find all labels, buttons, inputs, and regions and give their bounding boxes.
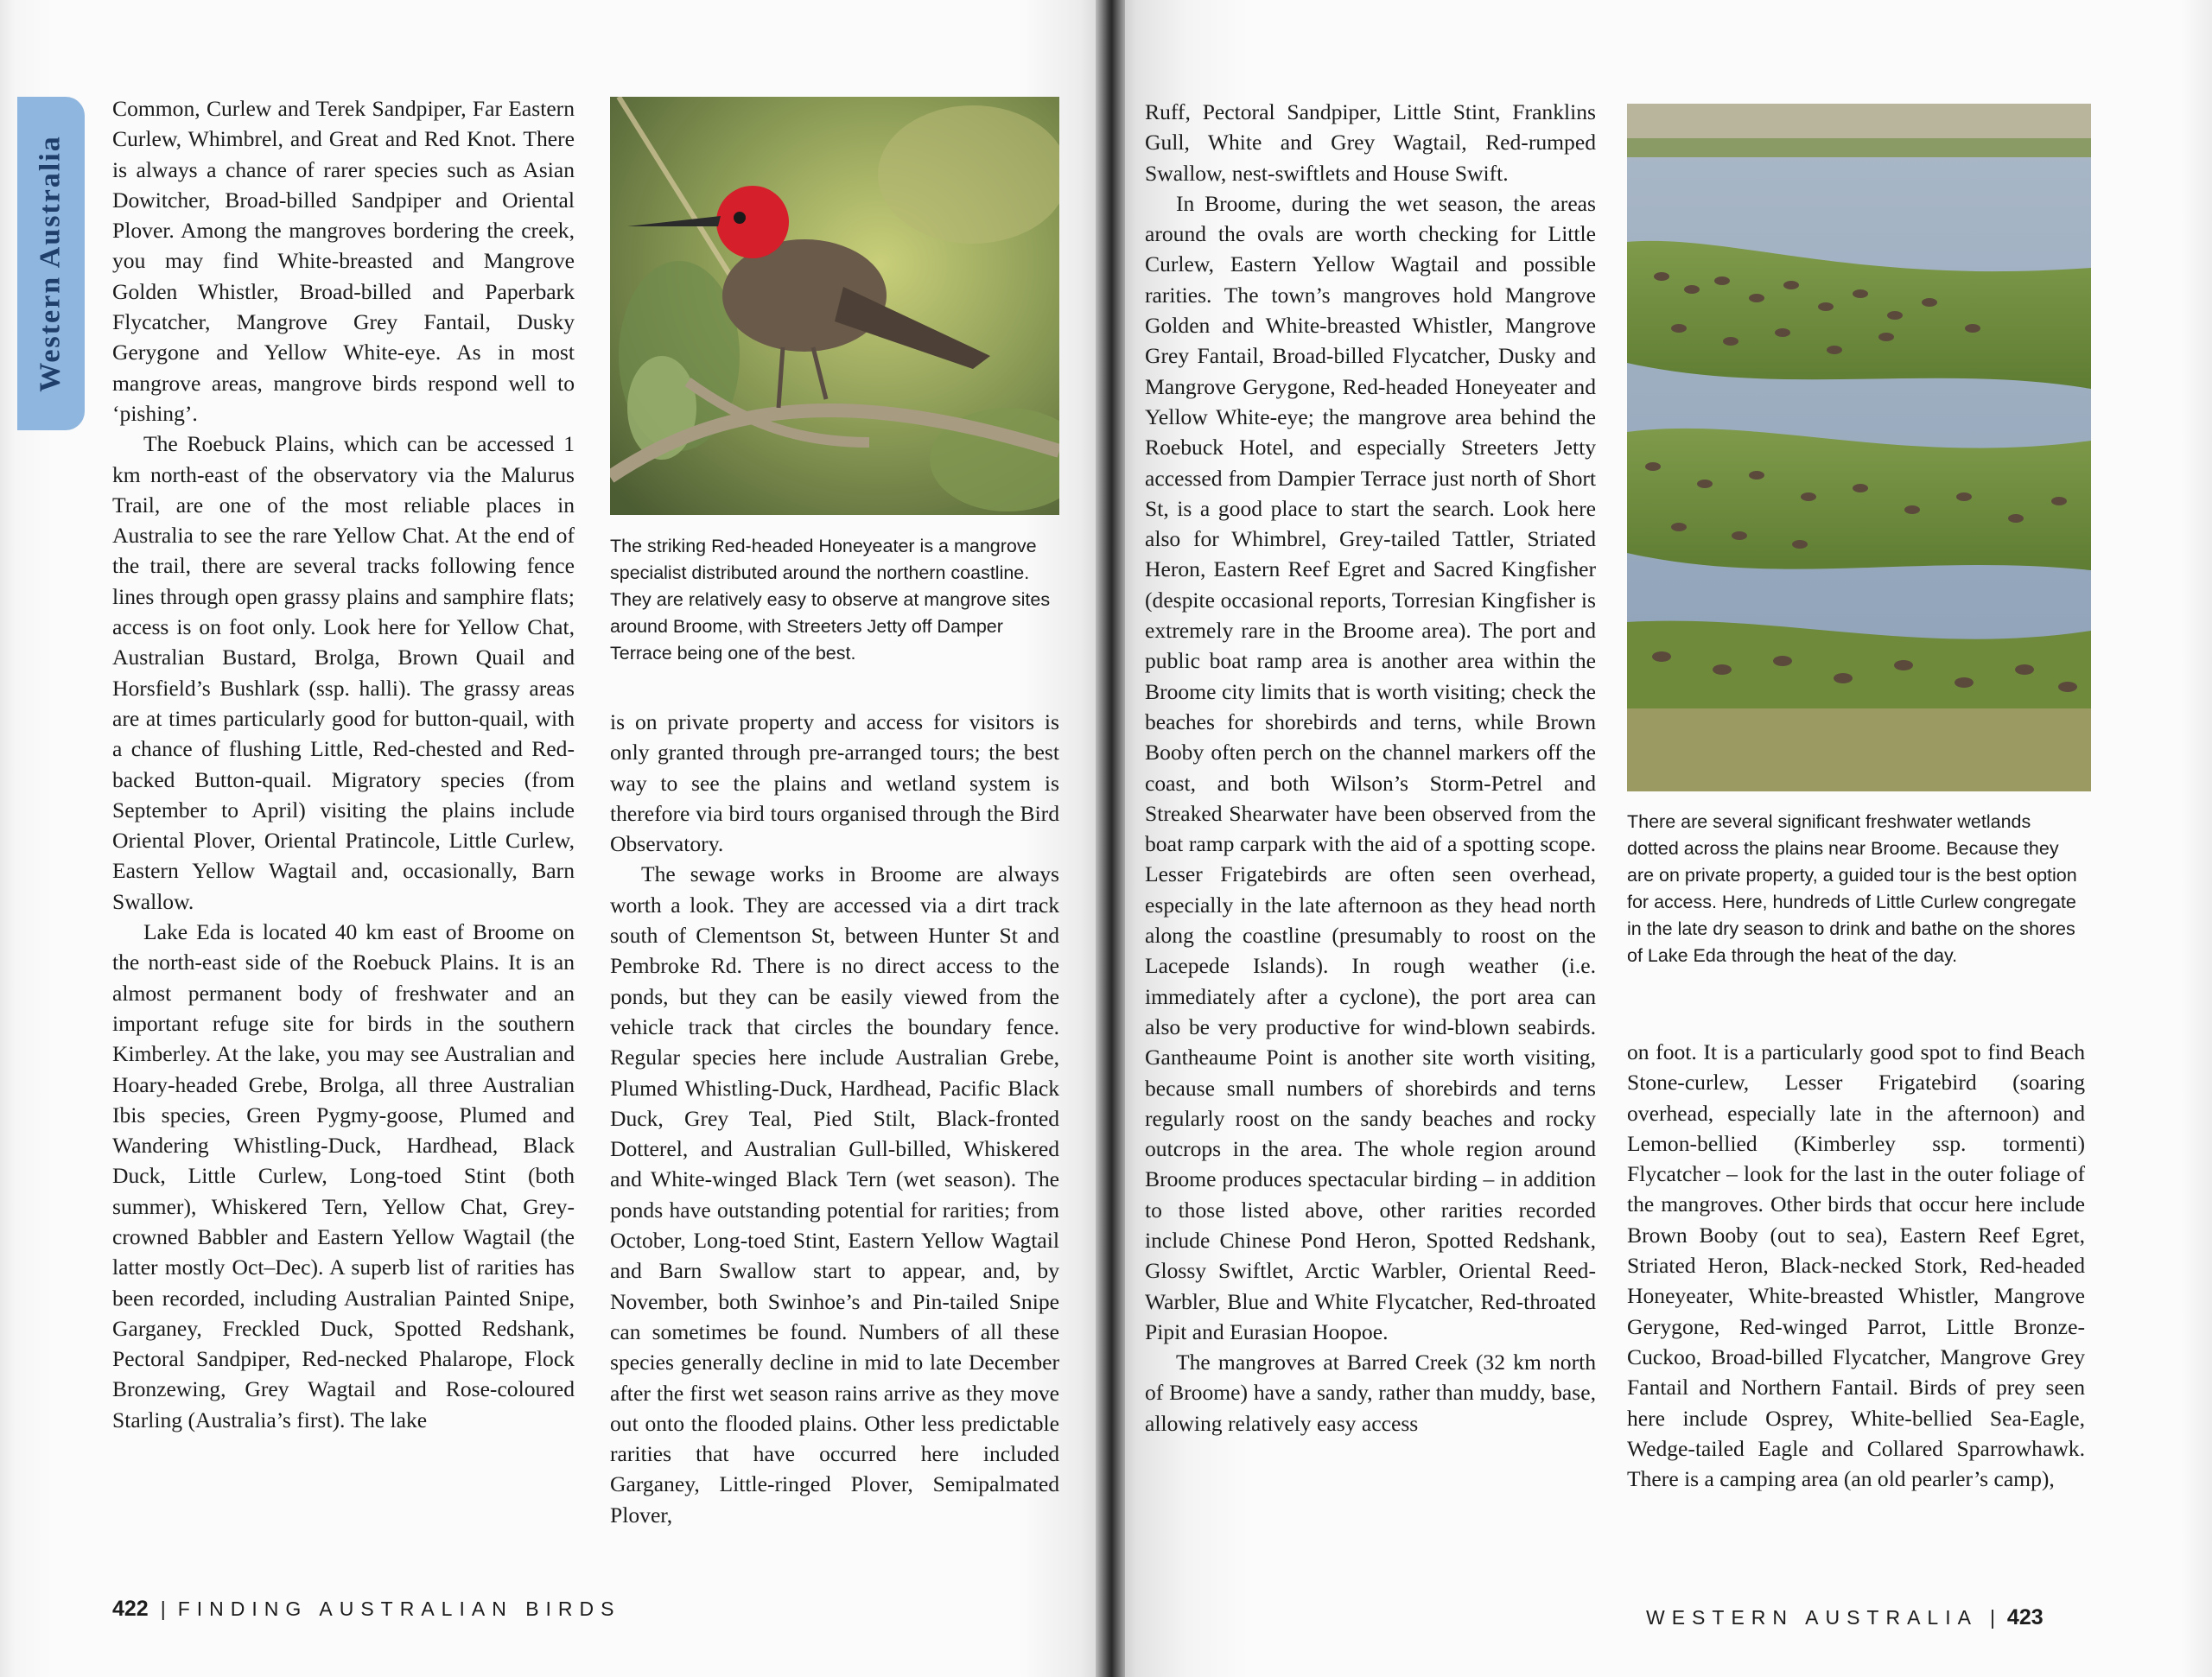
paragraph: The Roebuck Plains, which can be accessed 1 km north-east of the observatory via the Malurus Trail, are one of the most reliable places in Australia to see the rare Yellow Chat. At the end of the trail, there are several tracks following fence lines through open grassy plains and samphire flats; access is on foot only. Look here for Yellow Chat, Australian Bustard, Brolga, Brown Quail and Horsfield’s Bushlark (ssp. halli). The grassy areas are at times particularly good for button-quail, with a chance of flushing Little, Red-chested and Red-backed Button-quail. Migratory species (from September to April) visiting the plains include Oriental Plover, Oriental Pratincole, Little Curlew, Eastern Yellow Wagtail and, occasionally, Barn Swallow. bbox=[112, 431, 575, 914]
paragraph: The sewage works in Broome are always worth a look. They are accessed via a dirt track south of Clementson St, between Hunter St and Pembroke Rd. There is no direct access to the ponds, but they can be easily viewed from the vehicle track that circles the boundary fence. Regular species here include Australian Grebe, Plumed Whistling-Duck, Hardhead, Pacific Black Duck, Grey Teal, Pied Stilt, Black-fronted Dotterel, and Australian Gull-billed, Whiskered and White-winged Black Tern (wet season). The ponds have outstanding potential for rarities; from October, Long-toed Stint, Eastern Yellow Wagtail and Barn Swallow start to appear, and, by November, both Swinhoe’s and Pin-tailed Snipe can sometimes be found. Numbers of all these species generally decline in mid to late December after the first wet season rains arrive as they move out onto the flooded plains. Other less predictable rarities that have occurred here included Garganey, Little-ringed Plover, Semipalmated Plover, bbox=[610, 861, 1059, 1528]
left-column-1 bbox=[112, 93, 575, 1435]
right-column-2 bbox=[1627, 1037, 2085, 1494]
page-number: 422 bbox=[112, 1597, 149, 1621]
paragraph: The mangroves at Barred Creek (32 km north of Broome) have a sandy, rather than muddy, base, allowing relatively easy access bbox=[1145, 1350, 1596, 1436]
red-headed-honeyeater-photo bbox=[610, 97, 1059, 515]
running-title: WESTERN AUSTRALIA bbox=[1646, 1606, 1978, 1629]
paragraph: on foot. It is a particularly good spot to find Beach Stone-curlew, Lesser Frigatebird (soaring overhead, especially late in the afternoon) and Lemon-bellied (Kimberley ssp. tormenti) Flycatcher – look for the last in the outer foliage of the mangroves. Other birds that occur here include Brown Booby (out to sea), Eastern Reef Egret, Striated Heron, Black-necked Stork, Red-headed Honeyeater, White-breasted Whistler, Mangrove Gerygone, Red-winged Parrot, Little Bronze-Cuckoo, Broad-billed Flycatcher, Mangrove Grey Fantail and Northern Fantail. Birds of prey seen here include Osprey, White-bellied Sea-Eagle, Wedge-tailed Eagle and Collared Sparrowhawk. There is a camping area (an old pearler’s camp), bbox=[1627, 1039, 2085, 1492]
running-title: FINDING AUSTRALIAN BIRDS bbox=[177, 1598, 621, 1620]
section-tab bbox=[17, 97, 85, 430]
lake-eda-wetland-photo bbox=[1627, 104, 2091, 791]
paragraph: In Broome, during the wet season, the areas around the ovals are worth checking for Little Curlew, Eastern Yellow Wagtail and possible rarities. The town’s mangroves hold Mangrove Golden and White-breasted Whistler, Mangrove Grey Fantail, Broad-billed Flycatcher, Dusky and Mangrove Gerygone, Red-headed Honeyeater and Yellow White-eye; the mangrove area behind the Roebuck Hotel, and especially Streeters Jetty accessed from Dampier Terrace just north of Short St, is a good place to start the search. Look here also for Whimbrel, Grey-tailed Tattler, Striated Heron, Eastern Reef Egret and Sacred Kingfisher (despite occasional reports, Torresian Kingfisher is extremely rare in the Broome area). The port and public boat ramp area is another area within the Broome city limits that is worth visiting; check the beaches for shorebirds and terns, while Brown Booby often perch on the channel markers off the coast, and both Wilson’s Storm-Petrel and Streaked Shearwater have been observed from the boat ramp carpark with the aid of a spotting scope. Lesser Frigatebirds are often seen overhead, especially in the late afternoon as they head north along the coastline (presumably to roost on the Lacepede Islands). In rough weather (i.e. immediately after a cyclone), the port area can also be very productive for wind-blown seabirds. Gantheaume Point is another site worth visiting, because small numbers of shorebirds and terns regularly roost on the sandy beaches and rocky outcrops in the area. The whole region around Broome produces spectacular birding – in addition to those listed above, other rarities recorded include Chinese Pond Heron, Spotted Redshank, Glossy Swiftlet, Arctic Warbler, Oriental Reed-Warbler, Blue and White Flycatcher, Red-throated Pipit and Eurasian Hoopoe. bbox=[1145, 190, 1596, 1344]
page-number: 423 bbox=[2006, 1605, 2044, 1629]
page-footer-right: WESTERN AUSTRALIA | 423 bbox=[1646, 1605, 2044, 1629]
photo-caption: There are several significant freshwater wetlands dotted across the plains near Broome. Because they are on private property, a guided tour is the best option for access. Here, hundreds of Little Curlew congregate in the late dry season to drink and bathe on the shores of Lake Eda through the heat of the day. bbox=[1627, 811, 2077, 966]
page-footer-left: 422 | FINDING AUSTRALIAN BIRDS bbox=[112, 1597, 621, 1621]
section-tab-label: Western Australia bbox=[35, 135, 67, 392]
right-page bbox=[1110, 0, 2212, 1677]
paragraph: Common, Curlew and Terek Sandpiper, Far Eastern Curlew, Whimbrel, and Great and Red Knot. There is always a chance of rarer species such as Asian Dowitcher, Broad-billed Sandpiper and Oriental Plover. Among the mangroves bordering the creek, you may find White-breasted and Mangrove Golden Whistler, Broad-billed and Paperbark Flycatcher, Mangrove Grey Fantail, Dusky Gerygone and Yellow White-eye. As in most mangrove areas, mangrove birds respond well to ‘pishing’. bbox=[112, 96, 575, 426]
paragraph: is on private property and access for visitors is only granted through pre-arranged tours; the best way to see the plains and wetland system is therefore via bird tours organised through the Bird Observatory. bbox=[610, 709, 1059, 857]
paragraph: Lake Eda is located 40 km east of Broome on the north-east side of the Roebuck Plains. It is an almost permanent body of freshwater and an important refuge site for birds in the southern Kimberley. At the lake, you may see Australian and Hoary-headed Grebe, Brolga, all three Australian Ibis species, Green Pygmy-goose, Plumed and Wandering Whistling-Duck, Hardhead, Black Duck, Little Curlew, Long-toed Stint (both summer), Whiskered Tern, Yellow Chat, Grey-crowned Babbler and Eastern Yellow Wagtail (the latter mostly Oct–Dec). A superb list of rarities has been recorded, including Australian Painted Snipe, Garganey, Freckled Duck, Spotted Redshank, Pectoral Sandpiper, Red-necked Phalarope, Flock Bronzewing, Grey Wagtail and Rose-coloured Starling (Australia’s first). The lake bbox=[112, 919, 575, 1432]
photo-caption: The striking Red-headed Honeyeater is a mangrove specialist distributed around the northern coastline. They are relatively easy to observe at mangrove sites around Broome, with Streeters Jetty off Damper Terrace being one of the best. bbox=[610, 536, 1051, 664]
paragraph: Ruff, Pectoral Sandpiper, Little Stint, Franklins Gull, White and Grey Wagtail, Red-rumped Swallow, nest-swiftlets and House Swift. bbox=[1145, 99, 1596, 186]
book-spine-gutter bbox=[1096, 0, 1125, 1677]
right-column-1 bbox=[1145, 97, 1596, 1439]
left-column-2 bbox=[610, 707, 1059, 1530]
